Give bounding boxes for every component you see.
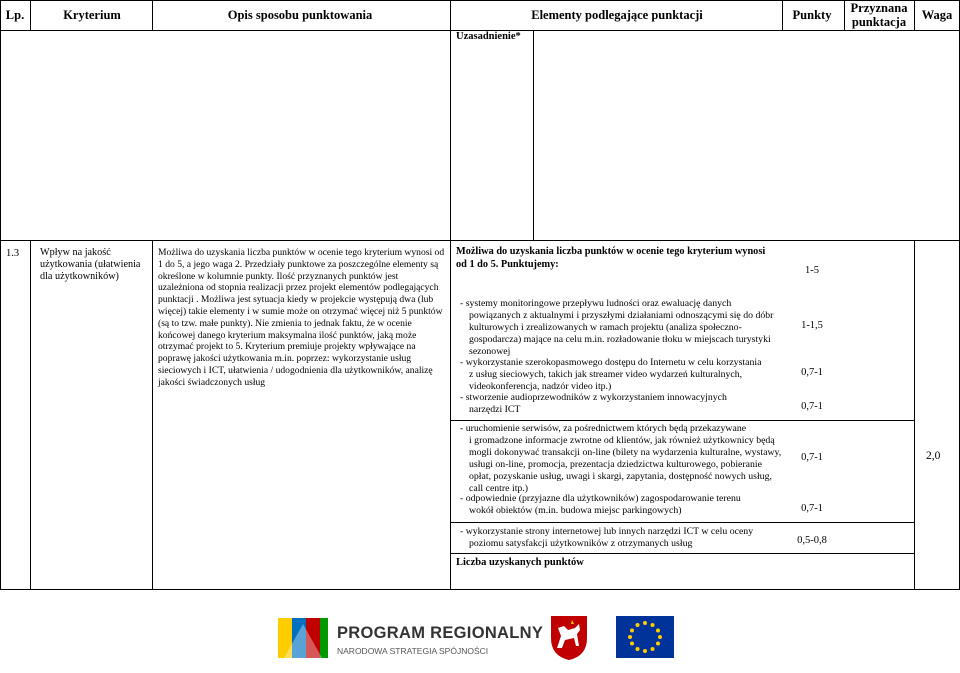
row-opis: Możliwa do uzyskania liczba punktów w ocenie tego kryterium wynosi od 1 do 5, a jego waga 2. Przedziały punktowe za poszczególne elementy są określone w kolumnie punkty. Ilość przyznanych punktów jest uzależniona od stopnia realizacji przez projekt elementów podlegających punktacji . Możliwa jest sytuacja kiedy w projekcie występują dwa (lub więcej) takie elementy i w sumie może on otrzymać więcej niż 5 punktów (są to tzw. małe punkty). Nie zmienia to jednak faktu, że w ocenie końcowej danego kryterium maksymalna ilość punktów, jaką może otrzymać projekt to 5. Kryterium premiuje projekty wpływające na poprawę jakości użytkowania m.in. poprzez: wykorzystanie usług sieciowych i ICT, ułatwienia / udogodnienia dla użytkowników, analizę jakości świadczonych usług: [158, 247, 445, 388]
points-value: 0,7-1: [801, 452, 823, 463]
points-value: 1-1,5: [801, 320, 823, 331]
points-value: 0,5-0,8: [797, 535, 827, 546]
header-kryterium: Kryterium: [63, 8, 121, 22]
points-value: 0,7-1: [801, 503, 823, 514]
col-line-3: [450, 0, 451, 30]
body-divider-2: [450, 522, 914, 523]
list-item-first: - systemy monitoringowe przepływu ludności oraz ewaluację danych: [460, 298, 732, 309]
list-item-first: - wykorzystanie szerokopasmowego dostępu do Internetu w celu korzystania: [460, 357, 762, 368]
sum-label: Liczba uzyskanych punktów: [456, 557, 584, 568]
body-col-3: [450, 240, 451, 590]
list-item-first: - wykorzystanie strony internetowej lub innych narzędzi ICT w celu oceny: [460, 526, 754, 537]
body-divider-3: [450, 553, 914, 554]
list-item: [460, 392, 782, 416]
list-item: [460, 298, 782, 358]
elem-title: Możliwa do uzyskania liczba punktów w ocenie tego kryterium wynosi od 1 do 5. Punktujemy:: [456, 246, 766, 270]
row-lp: 1.3: [6, 248, 20, 259]
row-kryterium: Wpływ na jakość użytkowania (ułatwienia dla użytkowników): [40, 247, 141, 283]
header-elementy: Elementy podlegające punktacji: [531, 8, 703, 22]
list-item: [460, 526, 782, 550]
col-line-1: [30, 0, 31, 30]
list-item-rest: i gromadzone informacje zwrotne od klientów, jak również użytkownicy będą mogli dokonywać transakcji on-line (bilety na wydarzenia kulturalne, wystawy, usługi on-line, promocja, prezentacja dziedzictwa kulturowego, pobieranie opłat, pozyskanie usług, uwagi i skargi, zapytania, dostępność nowych usług, call centre itp.): [469, 434, 782, 494]
eu-flag-icon: [616, 616, 674, 658]
table-border-top: [0, 0, 960, 1]
body-col-4: [914, 240, 915, 590]
body-divider-1: [450, 420, 914, 421]
col-line-5: [844, 0, 845, 30]
list-item: [460, 493, 782, 517]
list-item-first: - stworzenie audioprzewodników z wykorzystaniem innowacyjnych: [460, 392, 727, 403]
list-item-rest: poziomu satysfakcji użytkowników z otrzymanych usług: [469, 537, 693, 549]
header-opis: Opis sposobu punktowania: [227, 8, 373, 22]
program-title: PROGRAM REGIONALNY: [337, 624, 544, 642]
list-item: [460, 357, 782, 393]
uzasadnienie-right: [533, 30, 534, 240]
list-item-rest: wokół obiektów (m.in. budowa miejsc parkingowych): [469, 504, 682, 516]
header-przyznana: Przyznana punktacja: [850, 1, 908, 29]
uzasadnienie-label: Uzasadnienie*: [456, 31, 521, 42]
program-subtitle: NARODOWA STRATEGIA SPÓJNOŚCI: [337, 646, 489, 656]
program-regionalny-logo: [278, 618, 330, 660]
body-col-2: [152, 240, 153, 590]
col-line-6: [914, 0, 915, 30]
header-waga: Waga: [921, 8, 953, 22]
points-value: 0,7-1: [801, 401, 823, 412]
row-divider: [0, 240, 960, 241]
list-item-first: - uruchomienie serwisów, za pośrednictwem których będą przekazywane: [460, 423, 747, 434]
col-line-2: [152, 0, 153, 30]
header-lp: Lp.: [5, 8, 25, 22]
header-punkty: Punkty: [792, 8, 832, 22]
list-item-first: - odpowiednie (przyjazne dla użytkowników) zagospodarowanie terenu: [460, 493, 741, 504]
list-item-rest: powiązanych z aktualnymi i przyszłymi działaniami odnoszącymi się do dóbr kulturowych i zrealizowanych w ramach projektu (analiza społeczno-gospodarcza) mające na celu m.in. rozładowanie tłoku w miejscach turystyki sezonowej: [469, 309, 774, 357]
list-item-rest: z usług sieciowych, takich jak streamer video wydarzeń kulturalnych, videokonferencja, nadzór video itp.): [469, 368, 743, 392]
list-item-rest: narzędzi ICT: [469, 403, 521, 415]
table-border-bottom: [0, 589, 960, 590]
points-value: 0,7-1: [801, 367, 823, 378]
body-col-1: [30, 240, 31, 590]
points-value: 1-5: [805, 265, 819, 276]
list-item: [460, 423, 782, 494]
table-border-left: [0, 0, 1, 590]
col-line-4: [782, 0, 783, 30]
lubelskie-emblem-icon: [549, 614, 589, 662]
waga-value: 2,0: [926, 450, 941, 462]
uzasadnienie-left: [450, 30, 451, 240]
